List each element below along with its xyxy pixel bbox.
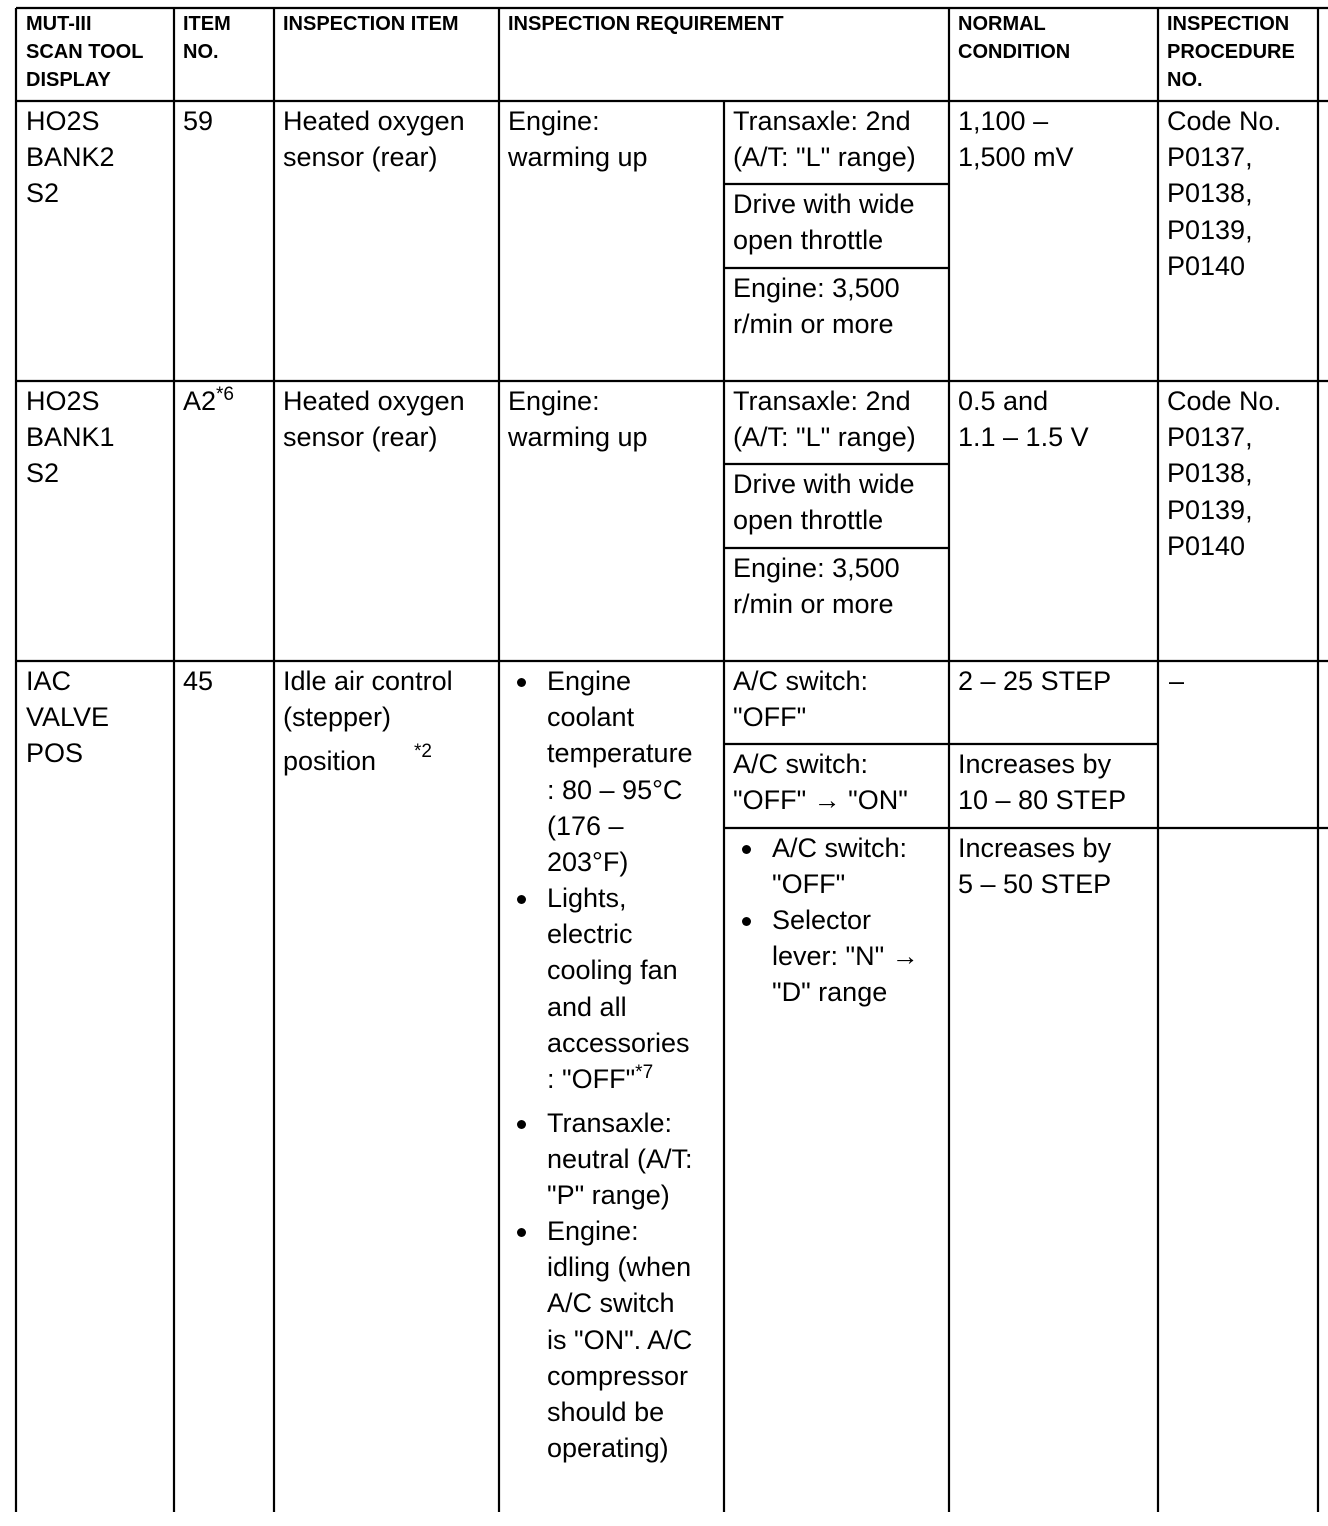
- row3-normal-2: [958, 746, 1126, 818]
- cell-line: 2 – 25 STEP: [958, 666, 1112, 696]
- condition-bullet-1: [772, 830, 907, 902]
- cell-line: BANK2: [26, 142, 115, 173]
- cell-line: 1.1 – 1.5 V: [958, 422, 1089, 453]
- cell-line: P0137,: [1167, 142, 1253, 173]
- row2-condition-1: [733, 383, 916, 455]
- cell-line: HO2S: [26, 386, 100, 416]
- cell-line: Drive with wide: [733, 189, 915, 219]
- cell-line: 5 – 50 STEP: [958, 869, 1112, 900]
- requirement-bullet-4: [547, 1213, 692, 1466]
- cell-line: Code No.: [1167, 106, 1282, 136]
- cell-line: 0.5 and: [958, 386, 1049, 416]
- row1-normal: [958, 103, 1074, 175]
- cell-line: warming up: [508, 142, 648, 173]
- cell-line: P0140: [1167, 250, 1246, 281]
- cell-line: : 80 – 95°C: [547, 774, 683, 805]
- cell-line: 1,100 –: [958, 106, 1049, 136]
- cell-line: should be: [547, 1397, 665, 1428]
- row2-display: [26, 383, 115, 492]
- row1-item-no: 59: [183, 106, 214, 136]
- cell-line: Transaxle:: [547, 1108, 673, 1138]
- cell-line: Heated oxygen: [283, 106, 465, 136]
- cell-line: cooling fan: [547, 955, 678, 986]
- cell-line: A/C switch:: [733, 749, 869, 779]
- row2-condition-3: [733, 550, 900, 622]
- cell-line: Engine: 3,500: [733, 553, 900, 583]
- cell-line: Transaxle: 2nd: [733, 386, 911, 416]
- cell-line: and all: [547, 991, 627, 1022]
- cell-line: Selector: [772, 905, 872, 935]
- header-line: ITEM: [183, 13, 231, 35]
- cell-line: S2: [26, 458, 60, 489]
- cell-line: Engine: 3,500: [733, 273, 900, 303]
- row3-condition-2: [733, 746, 908, 818]
- header-line: NO.: [183, 41, 219, 63]
- row2-procedure: [1167, 383, 1281, 564]
- cell-line: Heated oxygen: [283, 386, 465, 416]
- cell-line: (176 –: [547, 810, 624, 841]
- header-line: INSPECTION ITEM: [283, 13, 459, 35]
- cell-line: S2: [26, 178, 60, 209]
- header-item-no: [183, 10, 231, 66]
- cell-line: "OFF" → "ON": [733, 785, 908, 816]
- cell-line: sensor (rear): [283, 422, 438, 453]
- cell-line: position: [283, 746, 377, 776]
- row1-item: [283, 103, 465, 175]
- bullet-icon: [517, 895, 526, 904]
- header-line: CONDITION: [958, 41, 1071, 63]
- cell-line: temperature: [547, 738, 693, 769]
- cell-line: Engine:: [508, 386, 600, 416]
- cell-line: coolant: [547, 702, 635, 733]
- cell-line: r/min or more: [733, 589, 894, 620]
- cell-line: (A/T: "L" range): [733, 422, 916, 453]
- header-line: NORMAL: [958, 13, 1046, 35]
- cell-line: operating): [547, 1433, 669, 1464]
- row1-display: [26, 103, 115, 212]
- header-line: INSPECTION: [1167, 13, 1290, 35]
- cell-line: r/min or more: [733, 309, 894, 340]
- condition-bullet-2: [772, 902, 919, 1011]
- row3-display: [26, 663, 109, 772]
- cell-line: Engine:: [508, 106, 600, 136]
- requirement-bullet-3: [547, 1105, 693, 1214]
- cell-line: A/C switch: [547, 1288, 675, 1319]
- cell-line: IAC: [26, 666, 72, 696]
- cell-line: HO2S: [26, 106, 100, 136]
- row1-requirement: [508, 103, 648, 175]
- header-line: INSPECTION REQUIREMENT: [508, 13, 784, 35]
- row3-normal-3: [958, 830, 1111, 902]
- cell-line: Drive with wide: [733, 469, 915, 499]
- cell-line: open throttle: [733, 505, 884, 536]
- row1-condition-1: [733, 103, 916, 175]
- row3-normal-1: [958, 663, 1111, 699]
- bullet-icon: [742, 845, 751, 854]
- bullet-icon: [517, 678, 526, 687]
- bullet-icon: [517, 1228, 526, 1237]
- cell-line: P0138,: [1167, 178, 1253, 209]
- cell-line: VALVE: [26, 702, 110, 733]
- footnote-ref: *2: [414, 741, 432, 762]
- cell-line: POS: [26, 738, 84, 769]
- row3-item: [283, 663, 453, 735]
- header-inspection-requirement: [508, 10, 784, 38]
- cell-line: "D" range: [772, 977, 888, 1008]
- cell-line: Transaxle: 2nd: [733, 106, 911, 136]
- cell-line: (A/T: "L" range): [733, 142, 916, 173]
- row1-procedure: [1167, 103, 1281, 284]
- header-line: MUT-III: [26, 13, 92, 35]
- header-inspection-item: [283, 10, 459, 38]
- row2-normal: [958, 383, 1089, 455]
- row3-item-no: 45: [183, 666, 214, 696]
- cell-line: "P" range): [547, 1180, 670, 1211]
- row2-item: [283, 383, 465, 455]
- cell-line: P0139,: [1167, 494, 1253, 525]
- cell-line: P0140: [1167, 530, 1246, 561]
- requirement-bullet-1: [547, 663, 693, 880]
- cell-line: P0139,: [1167, 214, 1253, 245]
- header-line: DISPLAY: [26, 69, 111, 91]
- cell-line: neutral (A/T:: [547, 1144, 693, 1175]
- cell-line: A/C switch:: [733, 666, 869, 696]
- cell-line: accessories: [547, 1027, 690, 1058]
- cell-line: Increases by: [958, 749, 1112, 779]
- row1-condition-2: [733, 186, 915, 258]
- cell-line: electric: [547, 919, 633, 950]
- cell-line: 10 – 80 STEP: [958, 785, 1127, 816]
- row2-requirement: [508, 383, 648, 455]
- cell-line: P0138,: [1167, 458, 1253, 489]
- cell-line: Code No.: [1167, 386, 1282, 416]
- cell-line: Engine:: [547, 1216, 639, 1246]
- cell-line: BANK1: [26, 422, 115, 453]
- header-inspection-procedure-no: [1167, 10, 1295, 94]
- cell-line: : "OFF": [547, 1064, 636, 1095]
- header-line: SCAN TOOL: [26, 41, 144, 63]
- cell-line: warming up: [508, 422, 648, 453]
- header-line: NO.: [1167, 69, 1203, 91]
- header-scan-tool-display: [26, 10, 143, 94]
- header-line: PROCEDURE: [1167, 41, 1295, 63]
- footnote-ref: *7: [635, 1062, 654, 1084]
- cell-line: Idle air control: [283, 666, 453, 696]
- cell-line: Lights,: [547, 883, 627, 913]
- cell-line: P0137,: [1167, 422, 1253, 453]
- cell-line: sensor (rear): [283, 142, 438, 173]
- row2-condition-2: [733, 466, 915, 538]
- cell-line: Increases by: [958, 833, 1112, 863]
- bullet-icon: [517, 1120, 526, 1129]
- footnote-ref: *6: [216, 384, 234, 405]
- cell-line: idling (when: [547, 1252, 692, 1283]
- row3-condition-1: [733, 663, 868, 735]
- header-normal-condition: [958, 10, 1070, 66]
- row3-procedure: –: [1169, 666, 1185, 696]
- cell-line: open throttle: [733, 225, 884, 256]
- bullet-icon: [742, 917, 751, 926]
- cell-line: Engine: [547, 666, 632, 696]
- requirement-bullet-2: [547, 880, 690, 1097]
- row2-item-no: [183, 383, 234, 419]
- item-no-value: A2: [183, 386, 217, 416]
- cell-line: A/C switch:: [772, 833, 908, 863]
- row3-item-position: [283, 743, 376, 779]
- cell-line: (stepper): [283, 702, 392, 733]
- cell-line: "OFF": [733, 702, 807, 733]
- cell-line: lever: "N" →: [772, 941, 919, 972]
- cell-line: 203°F): [547, 847, 629, 878]
- cell-line: "OFF": [772, 869, 846, 900]
- cell-line: compressor: [547, 1360, 689, 1391]
- cell-line: is "ON". A/C: [547, 1324, 693, 1355]
- row1-condition-3: [733, 270, 900, 342]
- cell-line: 1,500 mV: [958, 142, 1074, 173]
